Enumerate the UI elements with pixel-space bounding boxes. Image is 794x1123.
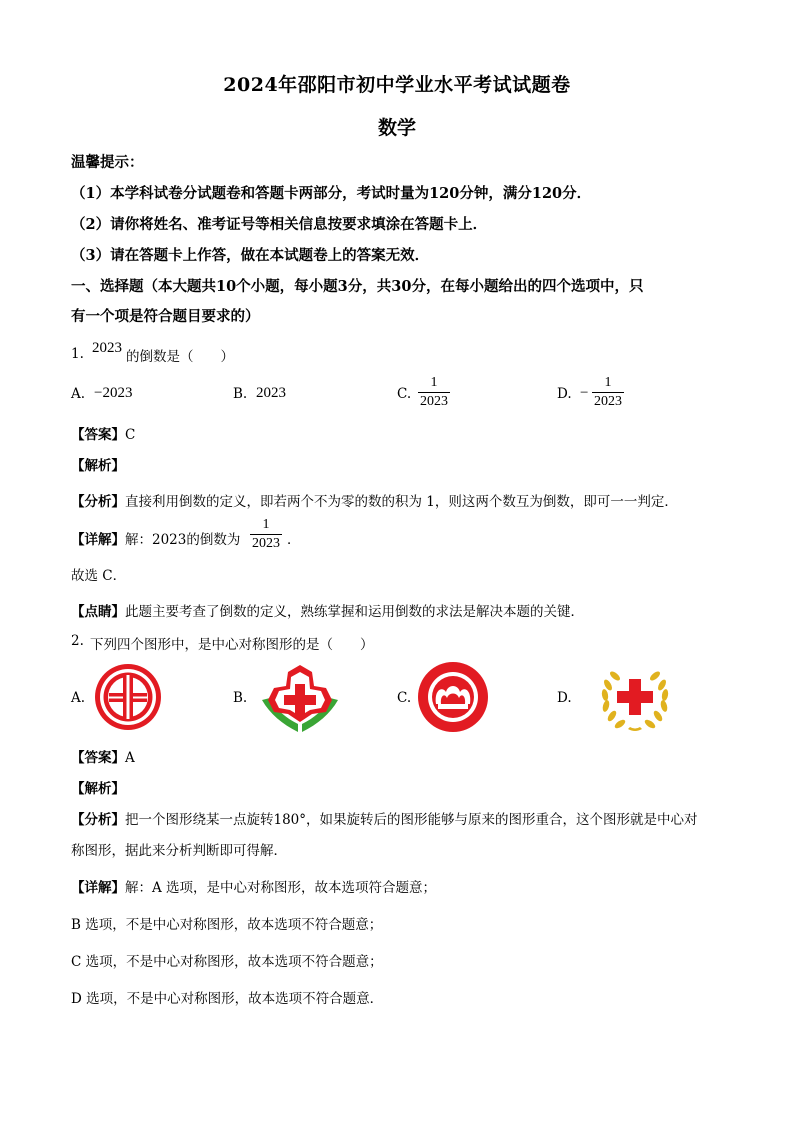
answer-value: A — [125, 750, 135, 766]
q1-number: 1. — [71, 346, 84, 362]
q1-detail-numerator: 1 — [262, 517, 270, 532]
q1-option-d-label: D. — [557, 386, 572, 402]
q1-option-b-value: 2023 — [256, 385, 286, 401]
q1-option-a-value: −2023 — [94, 385, 133, 401]
q1-option-d-fraction — [592, 375, 624, 410]
fraction-bar — [592, 392, 624, 393]
q1-option-c-numerator: 1 — [430, 375, 438, 390]
q1-option-d-sign: − — [580, 385, 589, 401]
detail-text: 解：2023的倒数为 — [125, 532, 241, 548]
q1-stem-value: 2023 — [92, 340, 122, 356]
q2-fenxi-line-2: 称图形，据此来分析判断即可得解． — [71, 843, 287, 859]
q1-option-c-label: C. — [397, 386, 412, 402]
detail-tag: 【详解】 — [71, 532, 125, 548]
q2-detail-d: D 选项，不是中心对称图形，故本选项不符合题意． — [71, 991, 384, 1007]
q1-comment — [71, 600, 584, 620]
fenxi-tag: 【分析】 — [71, 812, 125, 828]
comment-text: 此题主要考查了倒数的定义，熟练掌握和运用倒数的求法是解决本题的关键． — [125, 604, 584, 620]
q2-fenxi-line-1 — [71, 808, 698, 828]
section-heading-line-2: 有一个项是符合题目要求的） — [71, 308, 260, 325]
notice-item-2: （2）请你将姓名、准考证号等相关信息按要求填涂在答题卡上． — [71, 216, 488, 233]
notice-item-3: （3）请在答题卡上作答，做在本试题卷上的答案无效． — [71, 247, 430, 264]
q1-conclusion: 故选 C． — [71, 568, 127, 584]
answer-value: C — [125, 427, 136, 443]
q2-detail-b: B 选项，不是中心对称图形，故本选项不符合题意； — [71, 917, 383, 933]
page-title: 2024年邵阳市初中学业水平考试试题卷 — [223, 74, 571, 96]
womens-federation-emblem-icon — [416, 660, 490, 734]
q1-stem-text: 的倒数是（ ） — [126, 349, 234, 365]
q2-detail-c: C 选项，不是中心对称图形，故本选项不符合题意； — [71, 954, 383, 970]
q1-analysis-tag: 【解析】 — [71, 458, 125, 474]
answer-tag: 【答案】 — [71, 427, 125, 443]
section-heading-line-1: 一、选择题（本大题共10个小题，每小题3分，共30分，在每小题给出的四个选项中，只 — [71, 278, 644, 295]
q1-option-c-fraction — [418, 375, 450, 410]
comment-tag: 【点睛】 — [71, 604, 125, 620]
medical-cross-hands-icon — [260, 662, 340, 734]
q1-answer — [71, 423, 135, 443]
q1-option-d-denominator: 2023 — [594, 394, 622, 409]
q2-option-b-label: B. — [233, 690, 248, 706]
answer-tag: 【答案】 — [71, 750, 125, 766]
red-cross-laurel-icon — [598, 661, 672, 733]
detail-text: 解：A 选项，是中心对称图形，故本选项符合题意； — [125, 880, 437, 896]
q2-number: 2. — [71, 633, 84, 649]
q2-stem: 下列四个图形中，是中心对称图形的是（ ） — [90, 637, 374, 653]
q2-option-a-label: A. — [71, 690, 86, 706]
detail-tag: 【详解】 — [71, 880, 125, 896]
q1-option-a-label: A. — [71, 386, 86, 402]
notice-item-1: （1）本学科试卷分试题卷和答题卡两部分，考试时量为120分钟，满分120分． — [71, 185, 592, 202]
q1-detail — [71, 528, 240, 548]
notice-heading: 温馨提示： — [71, 154, 144, 171]
q1-detail-fraction — [250, 517, 282, 552]
fraction-bar — [418, 392, 450, 393]
q1-detail-period: ． — [287, 532, 301, 548]
q2-option-d-label: D. — [557, 690, 572, 706]
fenxi-text: 直接利用倒数的定义，即若两个不为零的数的积为 1，则这两个数互为倒数，即可一一判定． — [125, 494, 678, 510]
fraction-bar — [250, 534, 282, 535]
q2-answer — [71, 746, 135, 766]
q2-option-c-label: C. — [397, 690, 412, 706]
q2-detail-a — [71, 876, 436, 896]
q1-detail-denominator: 2023 — [252, 536, 280, 551]
q1-fenxi — [71, 490, 678, 510]
fenxi-tag: 【分析】 — [71, 494, 125, 510]
q1-option-b-label: B. — [233, 386, 248, 402]
subject-title: 数学 — [377, 117, 416, 139]
q1-option-c-denominator: 2023 — [420, 394, 448, 409]
fenxi-text: 把一个图形绕某一点旋转180°，如果旋转后的图形能够与原来的图形重合，这个图形就是中心对 — [125, 812, 698, 828]
q2-analysis-tag: 【解析】 — [71, 781, 125, 797]
workers-union-emblem-icon — [92, 661, 164, 733]
q1-option-d-numerator: 1 — [604, 375, 612, 390]
